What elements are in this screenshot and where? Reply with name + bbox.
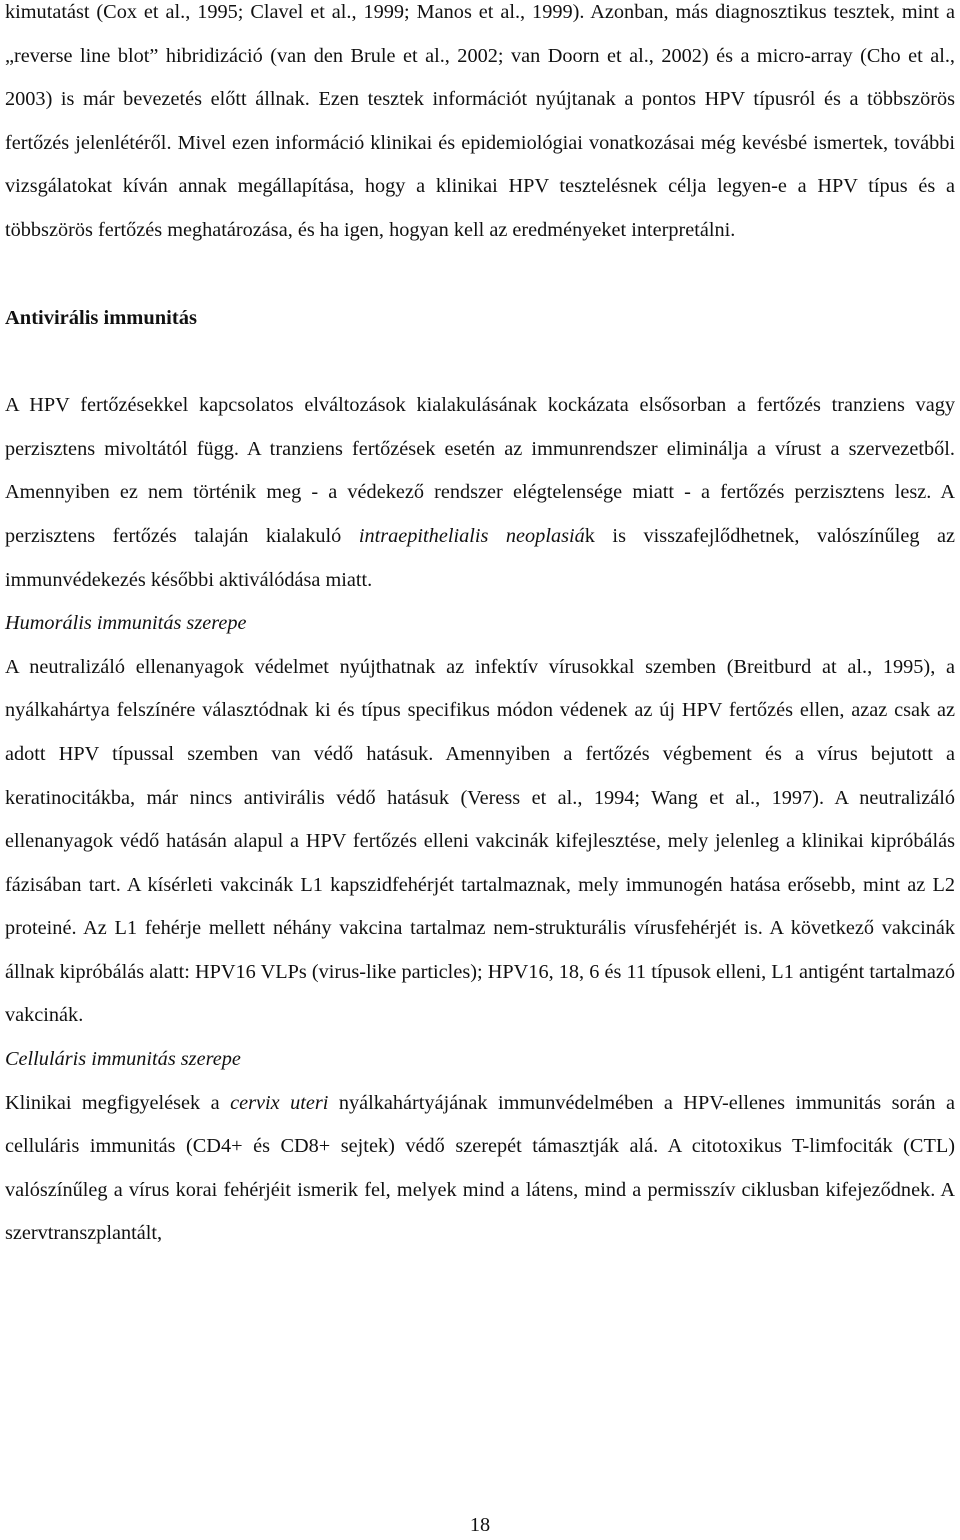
section-spacer xyxy=(5,253,955,297)
cellular-italic-term: cervix uteri xyxy=(230,1091,329,1114)
cellular-paragraph xyxy=(5,1082,955,1256)
antiviral-text-part2: k is visszafejlődhetnek, valószínűleg az immunvédekezés későbbi aktiválódása miatt. xyxy=(5,524,955,591)
section-spacer xyxy=(5,340,955,384)
intro-paragraph: kimutatást (Cox et al., 1995; Clavel et al., 1999; Manos et al., 1999). Azonban, más diagnosztikus tesztek, mint a „reverse line blot” hibridizáció (van den Brule et al., 2002; van Doorn et al., 2002) és a micro-array (Cho et al., 2003) is már bevezetés előtt állnak. Ezen tesztek információt nyújtanak a pontos HPV típusról és a többszörös fertőzés jelenlétéről. Mivel ezen információ klinikai és epidemiológiai vonatkozásai még kevésbé ismertek, további vizsgálatokat kíván annak megállapítása, hogy a klinikai HPV tesztelésnek célja legyen-e a HPV típus és a többszörös fertőzés meghatározása, és ha igen, hogyan kell az eredményeket interpretálni. xyxy=(5,1,955,241)
cellular-text-part1: Klinikai megfigyelések a xyxy=(5,1091,231,1114)
humoral-paragraph: A neutralizáló ellenanyagok védelmet nyújthatnak az infektív vírusokkal szemben (Breitburd at al., 1995), a nyálkahártya felszínére választódnak ki és típus specifikus módon védenek az új HPV fertőzés ellen, azaz csak az adott HPV típussal szemben van védő hatásuk. Amennyiben a fertőzés végbement és a vírus bejutott a keratinocitákba, már nincs antivirális védő hatásuk (Veress et al., 1994; Wang et al., 1997). A neutralizáló ellenanyagok védő hatásán alapul a HPV fertőzés elleni vakcinák kifejlesztése, mely jelenleg a klinikai kipróbálás fázisában tart. A kísérleti vakcinák L1 kapszidfehérjét tartalmaznak, mely immunogén hatása erősebb, mint az L2 proteiné. Az L1 fehérje mellett néhány vakcina tartalmaz nem-strukturális vírusfehérjét is. A következő vakcinák állnak kipróbálás alatt: HPV16 VLPs (virus-like particles); HPV16, 18, 6 és 11 típusok elleni, L1 antigént tartalmazó vakcinák. xyxy=(5,655,955,1027)
subheading-cellular: Celluláris immunitás szerepe xyxy=(5,1048,241,1071)
section-heading-antiviral: Antivirális immunitás xyxy=(5,306,197,329)
document-page xyxy=(5,0,955,1256)
antiviral-italic-term: intraepithelialis neoplasiá xyxy=(358,524,585,547)
cellular-text-part2: nyálkahártyájának immunvédelmében a HPV-ellenes immunitás során a celluláris immunitás (CD4+ és CD8+ sejtek) védő szerepét támasztják alá. A citotoxikus T-limfociták (CTL) valószínűleg a vírus korai fehérjéit ismerik fel, melyek mind a látens, mind a permisszív ciklusban kifejeződnek. A szervtranszplantált, xyxy=(5,1091,955,1245)
antiviral-text-part1: A HPV fertőzésekkel kapcsolatos elváltozások kialakulásának kockázata elsősorban a fertőzés tranziens vagy perzisztens mivoltától függ. A tranziens fertőzések esetén az immunrendszer eliminálja a vírust a szervezetből. Amennyiben ez nem történik meg - a védekező rendszer elégtelensége miatt - a fertőzés perzisztens lesz. A perzisztens fertőzés talaján kialakuló xyxy=(5,394,955,547)
page-number: 18 xyxy=(469,1514,491,1536)
antiviral-paragraph xyxy=(5,384,955,602)
subheading-humoral: Humorális immunitás szerepe xyxy=(5,612,247,635)
